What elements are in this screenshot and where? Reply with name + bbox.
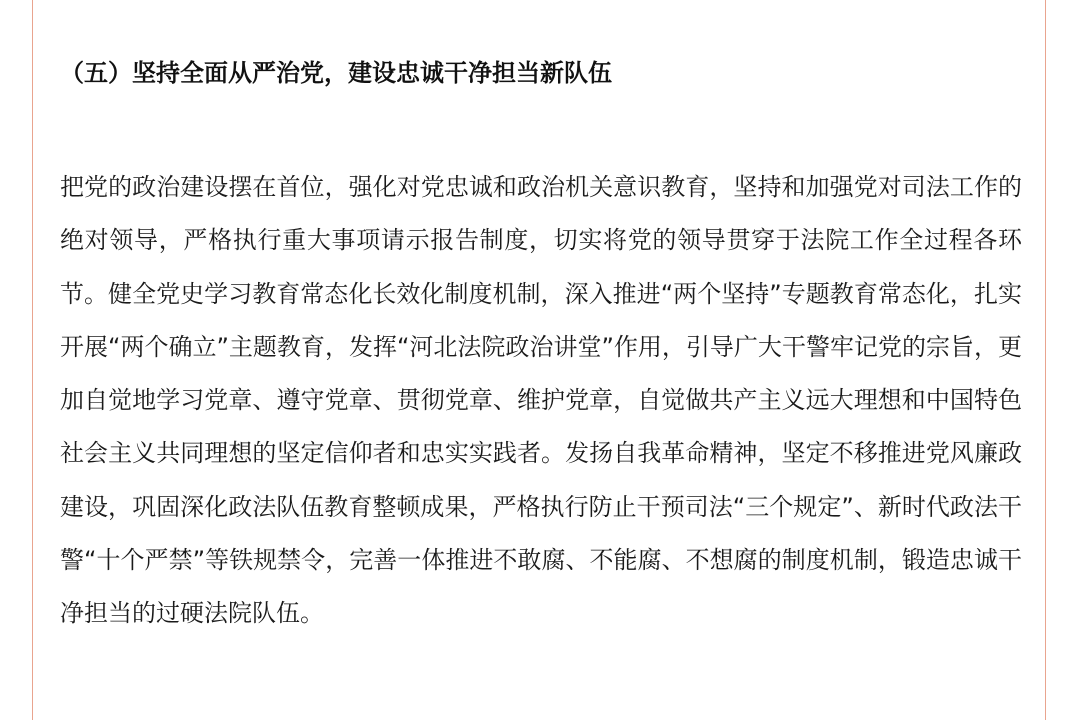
- document-content: [60, 52, 1022, 641]
- left-border-line: [32, 0, 33, 720]
- section-paragraph: 把党的政治建设摆在首位，强化对党忠诚和政治机关意识教育，坚持和加强党对司法工作的绝对领导，严格执行重大事项请示报告制度，切实将党的领导贯穿于法院工作全过程各环节。健全党史学习教育常态化长效化制度机制，深入推进“两个坚持”专题教育常态化，扎实开展“两个确立”主题教育，发挥“河北法院政治讲堂”作用，引导广大干警牢记党的宗旨，更加自觉地学习党章、遵守党章、贯彻党章、维护党章，自觉做共产主义远大理想和中国特色社会主义共同理想的坚定信仰者和忠实实践者。发扬自我革命精神，坚定不移推进党风廉政建设，巩固深化政法队伍教育整顿成果，严格执行防止干预司法“三个规定”、新时代政法干警“十个严禁”等铁规禁令，完善一体推进不敢腐、不能腐、不想腐的制度机制，锻造忠诚干净担当的过硬法院队伍。: [60, 173, 1022, 628]
- right-border-line: [1045, 0, 1046, 720]
- section-heading: （五）坚持全面从严治党，建设忠诚干净担当新队伍: [60, 59, 612, 87]
